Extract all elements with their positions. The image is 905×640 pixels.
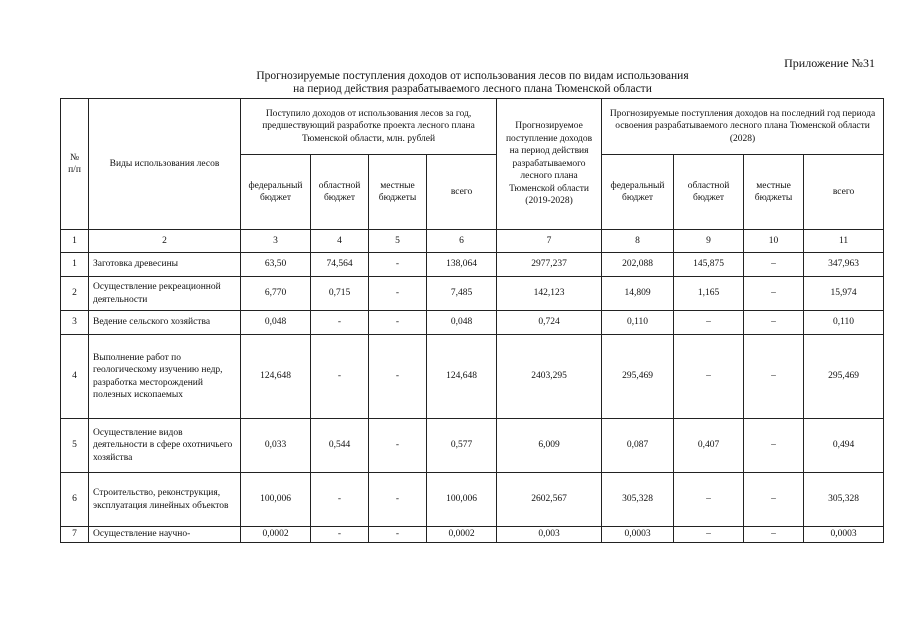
- header-total: всего: [804, 155, 884, 230]
- value-cell-c7: 2403,295: [497, 335, 602, 419]
- value-cell-c11: 15,974: [804, 277, 884, 311]
- title-line-2: на период действия разрабатываемого лесного плана Тюменской области: [293, 83, 652, 95]
- column-number: 3: [241, 230, 311, 253]
- value-cell-c7: 2602,567: [497, 473, 602, 527]
- header-forecast-period: Прогнозируемое поступление доходов на период действия разрабатываемого лесного плана Тюменской области (2019-2028): [497, 99, 602, 230]
- row-number: 6: [61, 473, 89, 527]
- header-regional: областной бюджет: [311, 155, 369, 230]
- revenue-table: [60, 98, 884, 543]
- table-row: [61, 419, 884, 473]
- value-cell-c3: 0,048: [241, 311, 311, 335]
- value-cell-c3: 63,50: [241, 253, 311, 277]
- header-local: местные бюджеты: [369, 155, 427, 230]
- value-cell-c4: -: [311, 473, 369, 527]
- value-cell-c9: –: [674, 335, 744, 419]
- column-number: 10: [744, 230, 804, 253]
- value-cell-c10: –: [744, 527, 804, 543]
- table-row: [61, 311, 884, 335]
- value-cell-c3: 100,006: [241, 473, 311, 527]
- value-cell-c9: 0,407: [674, 419, 744, 473]
- value-cell-c3: 6,770: [241, 277, 311, 311]
- value-cell-c4: 0,715: [311, 277, 369, 311]
- usage-kind: Осуществление научно-: [89, 527, 241, 543]
- value-cell-c9: –: [674, 527, 744, 543]
- value-cell-c9: 1,165: [674, 277, 744, 311]
- row-number: 1: [61, 253, 89, 277]
- value-cell-c5: -: [369, 311, 427, 335]
- row-number: 2: [61, 277, 89, 311]
- value-cell-c10: –: [744, 335, 804, 419]
- value-cell-c11: 295,469: [804, 335, 884, 419]
- header-kind: Виды использования лесов: [89, 99, 241, 230]
- value-cell-c7: 142,123: [497, 277, 602, 311]
- value-cell-c6: 0,0002: [427, 527, 497, 543]
- value-cell-c10: –: [744, 253, 804, 277]
- value-cell-c3: 124,648: [241, 335, 311, 419]
- column-number: 11: [804, 230, 884, 253]
- value-cell-c8: 0,087: [602, 419, 674, 473]
- header-group-last: Прогнозируемые поступления доходов на последний год периода освоения разрабатываемого лесного плана Тюменской области (2028): [602, 99, 884, 155]
- value-cell-c4: -: [311, 527, 369, 543]
- value-cell-c5: -: [369, 253, 427, 277]
- value-cell-c5: -: [369, 335, 427, 419]
- value-cell-c11: 0,110: [804, 311, 884, 335]
- value-cell-c6: 138,064: [427, 253, 497, 277]
- value-cell-c6: 0,048: [427, 311, 497, 335]
- value-cell-c6: 124,648: [427, 335, 497, 419]
- value-cell-c7: 6,009: [497, 419, 602, 473]
- row-number: 4: [61, 335, 89, 419]
- value-cell-c5: -: [369, 277, 427, 311]
- value-cell-c9: –: [674, 473, 744, 527]
- title-line-1: Прогнозируемые поступления доходов от использования лесов по видам использования: [256, 70, 689, 82]
- value-cell-c11: 0,0003: [804, 527, 884, 543]
- usage-kind: Ведение сельского хозяйства: [89, 311, 241, 335]
- value-cell-c11: 0,494: [804, 419, 884, 473]
- table-body: [61, 253, 884, 543]
- table-row: [61, 527, 884, 543]
- column-number-row: [61, 230, 884, 253]
- usage-kind: Строительство, реконструкция, эксплуатация линейных объектов: [89, 473, 241, 527]
- column-number: 1: [61, 230, 89, 253]
- value-cell-c7: 2977,237: [497, 253, 602, 277]
- value-cell-c10: –: [744, 419, 804, 473]
- value-cell-c9: –: [674, 311, 744, 335]
- row-number: 5: [61, 419, 89, 473]
- value-cell-c7: 0,724: [497, 311, 602, 335]
- value-cell-c10: –: [744, 277, 804, 311]
- row-number: 7: [61, 527, 89, 543]
- value-cell-c6: 0,577: [427, 419, 497, 473]
- column-number: 7: [497, 230, 602, 253]
- column-number: 4: [311, 230, 369, 253]
- value-cell-c10: –: [744, 311, 804, 335]
- value-cell-c10: –: [744, 473, 804, 527]
- usage-kind: Осуществление видов деятельности в сфере охотничьего хозяйства: [89, 419, 241, 473]
- value-cell-c3: 0,0002: [241, 527, 311, 543]
- header-local: местные бюджеты: [744, 155, 804, 230]
- value-cell-c8: 305,328: [602, 473, 674, 527]
- row-number: 3: [61, 311, 89, 335]
- table-row: [61, 335, 884, 419]
- value-cell-c11: 347,963: [804, 253, 884, 277]
- value-cell-c6: 100,006: [427, 473, 497, 527]
- appendix-label: Приложение №31: [784, 56, 875, 70]
- header-federal: федеральный бюджет: [241, 155, 311, 230]
- value-cell-c8: 14,809: [602, 277, 674, 311]
- column-number: 5: [369, 230, 427, 253]
- value-cell-c8: 0,0003: [602, 527, 674, 543]
- column-number: 9: [674, 230, 744, 253]
- header-regional: областной бюджет: [674, 155, 744, 230]
- value-cell-c8: 0,110: [602, 311, 674, 335]
- value-cell-c4: -: [311, 335, 369, 419]
- value-cell-c4: -: [311, 311, 369, 335]
- value-cell-c5: -: [369, 527, 427, 543]
- column-number: 2: [89, 230, 241, 253]
- table-row: [61, 253, 884, 277]
- value-cell-c4: 0,544: [311, 419, 369, 473]
- value-cell-c5: -: [369, 419, 427, 473]
- value-cell-c5: -: [369, 473, 427, 527]
- usage-kind: Выполнение работ по геологическому изучению недр, разработка месторождений полезных ископаемых: [89, 335, 241, 419]
- value-cell-c3: 0,033: [241, 419, 311, 473]
- value-cell-c4: 74,564: [311, 253, 369, 277]
- value-cell-c9: 145,875: [674, 253, 744, 277]
- value-cell-c8: 202,088: [602, 253, 674, 277]
- header-group-prev: Поступило доходов от использования лесов за год, предшествующий разработке проекта лесного плана Тюменской области, млн. рублей: [241, 99, 497, 155]
- usage-kind: Заготовка древесины: [89, 253, 241, 277]
- value-cell-c6: 7,485: [427, 277, 497, 311]
- header-federal: федеральный бюджет: [602, 155, 674, 230]
- value-cell-c7: 0,003: [497, 527, 602, 543]
- document-title: [60, 70, 885, 96]
- usage-kind: Осуществление рекреационной деятельности: [89, 277, 241, 311]
- table-row: [61, 277, 884, 311]
- table-row: [61, 473, 884, 527]
- column-number: 8: [602, 230, 674, 253]
- value-cell-c8: 295,469: [602, 335, 674, 419]
- header-total: всего: [427, 155, 497, 230]
- value-cell-c11: 305,328: [804, 473, 884, 527]
- column-number: 6: [427, 230, 497, 253]
- header-num: № п/п: [61, 99, 89, 230]
